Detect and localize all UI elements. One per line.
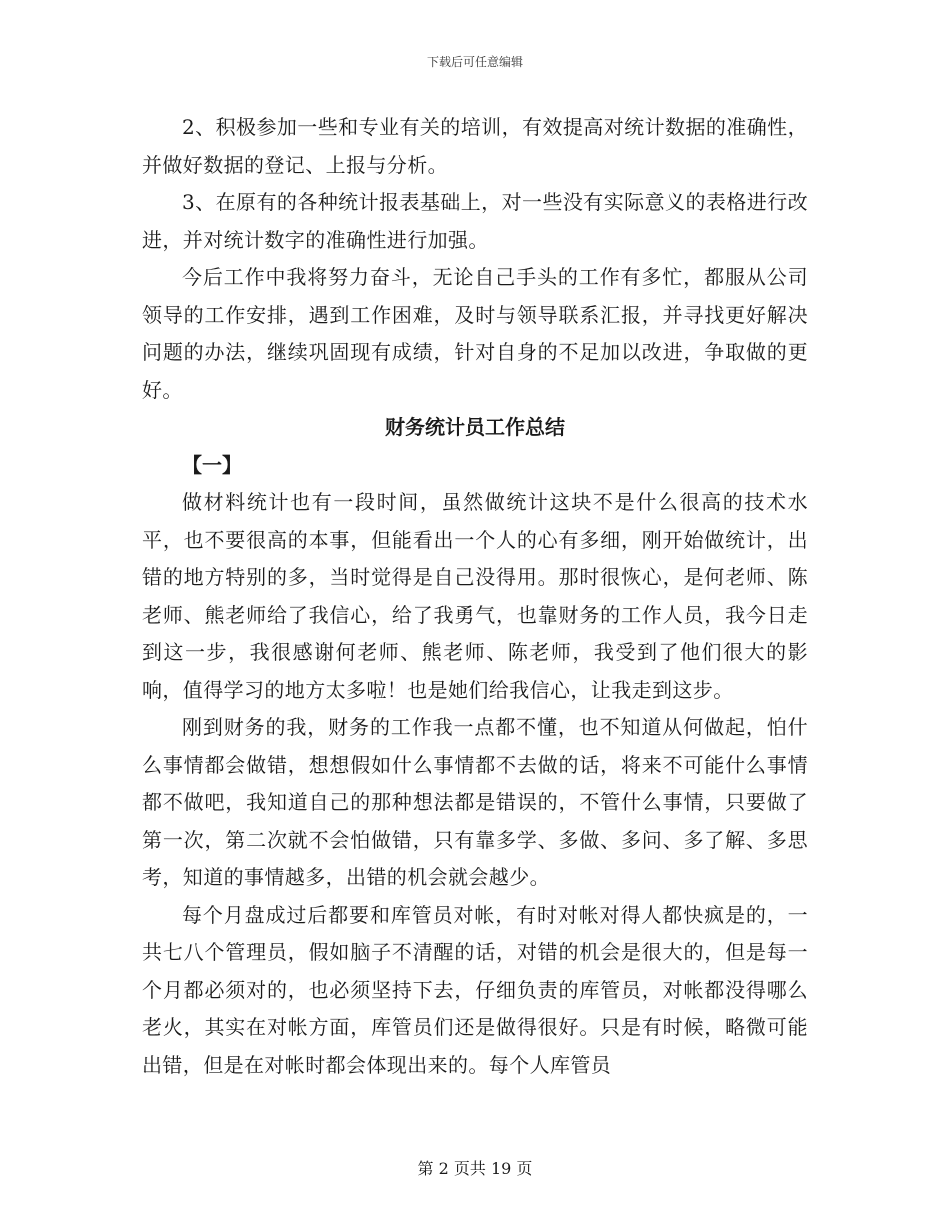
- paragraph-4: 做材料统计也有一段时间，虽然做统计这块不是什么很高的技术水平，也不要很高的本事，但能看出一个人的心有多细，刚开始做统计，出错的地方特别的多，当时觉得是自己没得用。那时很恢心，是何老师、陈老师、熊老师给了我信心，给了我勇气，也靠财务的工作人员，我今日走到这一步，我很感谢何老师、熊老师、陈老师，我受到了他们很大的影响，值得学习的地方太多啦！也是她们给我信心，让我走到这步。: [142, 490, 808, 702]
- document-body: [142, 109, 808, 1084]
- page-number: 第 2 页共 19 页: [417, 1159, 533, 1178]
- paragraph-3: 今后工作中我将努力奋斗，无论自己手头的工作有多忙，都服从公司领导的工作安排，遇到工作困难，及时与领导联系汇报，并寻找更好解决问题的办法，继续巩固现有成绩，针对自身的不足加以改进，争取做的更好。: [142, 265, 808, 402]
- page-header-note: 下载后可任意编辑: [426, 55, 523, 69]
- paragraph-2: 3、在原有的各种统计报表基础上，对一些没有实际意义的表格进行改进，并对统计数字的准确性进行加强。: [142, 190, 808, 252]
- paragraph-1: 2、积极参加一些和专业有关的培训，有效提高对统计数据的准确性，并做好数据的登记、上报与分析。: [142, 115, 808, 177]
- paragraph-6: 每个月盘成过后都要和库管员对帐，有时对帐对得人都快疯是的，一共七八个管理员，假如脑子不清醒的话，对错的机会是很大的，但是每一个月都必须对的，也必须坚持下去，仔细负责的库管员，对帐都没得哪么老火，其实在对帐方面，库管员们还是做得很好。只是有时候，略微可能出错，但是在对帐时都会体现出来的。每个人库管员: [142, 902, 808, 1077]
- document-title: 财务统计员工作总结: [385, 415, 565, 439]
- paragraph-5: 刚到财务的我，财务的工作我一点都不懂，也不知道从何做起，怕什么事情都会做错，想想假如什么事情都不去做的话，将来不可能什么事情都不做吧，我知道自己的那种想法都是错误的，不管什么事情，只要做了第一次，第二次就不会怕做错，只有靠多学、多做、多问、多了解、多思考，知道的事情越多，出错的机会就会越少。: [142, 715, 808, 889]
- section-label: 【一】: [182, 452, 242, 477]
